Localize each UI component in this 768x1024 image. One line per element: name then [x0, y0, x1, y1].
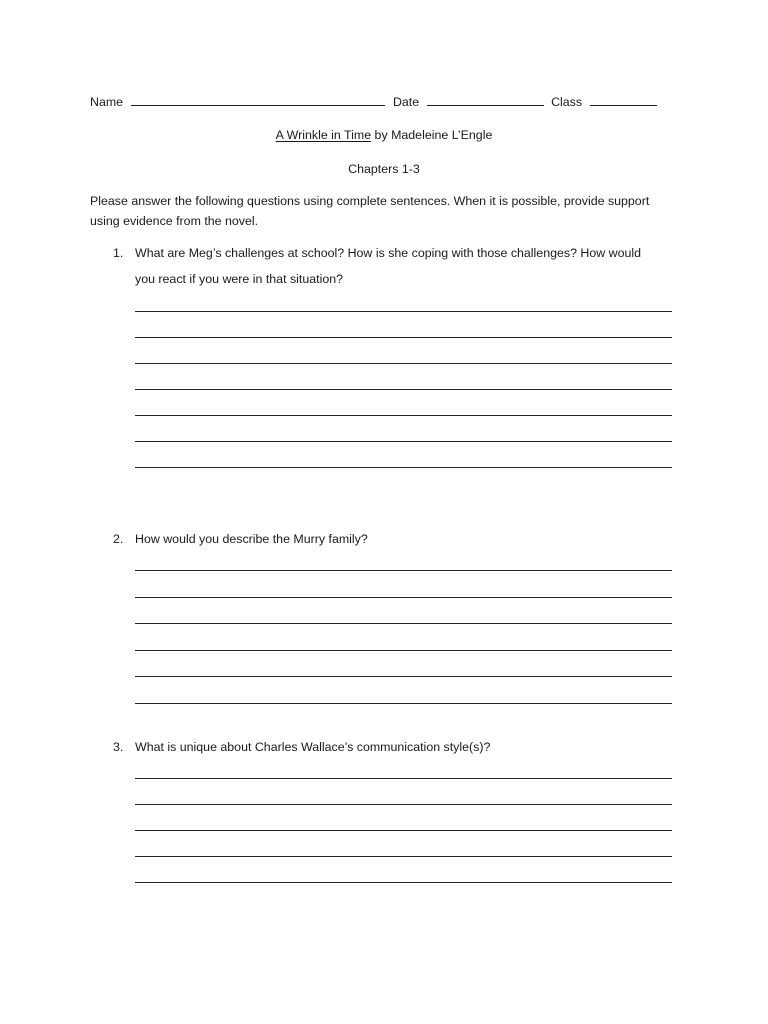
name-label: Name: [90, 95, 124, 109]
date-blank[interactable]: [427, 94, 544, 106]
question-2-text: How would you describe the Murry family?: [135, 532, 368, 546]
book-title: A Wrinkle in Time: [275, 128, 372, 142]
worksheet-title: [0, 127, 768, 143]
name-blank[interactable]: [131, 94, 385, 106]
answer-line[interactable]: [135, 650, 672, 651]
answer-line[interactable]: [135, 415, 672, 416]
question-1-number: 1.: [113, 246, 124, 260]
answer-line[interactable]: [135, 830, 672, 831]
answer-line[interactable]: [135, 703, 672, 704]
answer-line[interactable]: [135, 623, 672, 624]
answer-line[interactable]: [135, 467, 672, 468]
answer-line[interactable]: [135, 882, 672, 883]
class-label: Class: [551, 95, 583, 109]
answer-line[interactable]: [135, 570, 672, 571]
answer-line[interactable]: [135, 389, 672, 390]
answer-line[interactable]: [135, 856, 672, 857]
question-1-text-line-1: What are Meg’s challenges at school? How is she coping with those challenges? How would: [135, 246, 642, 260]
question-1-text-line-2: you react if you were in that situation?: [135, 272, 344, 286]
question-3-text: What is unique about Charles Wallace’s communication style(s)?: [135, 740, 491, 754]
answer-line[interactable]: [135, 441, 672, 442]
question-2-number: 2.: [113, 532, 124, 546]
class-blank[interactable]: [590, 94, 657, 106]
header-row: [90, 94, 657, 110]
answer-line[interactable]: [135, 804, 672, 805]
answer-line[interactable]: [135, 778, 672, 779]
answer-line[interactable]: [135, 676, 672, 677]
answer-line[interactable]: [135, 311, 672, 312]
chapters-subtitle: Chapters 1-3: [348, 162, 420, 176]
question-3-number: 3.: [113, 740, 124, 754]
answer-line[interactable]: [135, 337, 672, 338]
instructions-text: Please answer the following questions using complete sentences. When it is possible, provide support using evidence from the novel.: [90, 194, 650, 228]
answer-line[interactable]: [135, 597, 672, 598]
answer-line[interactable]: [135, 363, 672, 364]
author-text: by Madeleine L’Engle: [371, 128, 493, 142]
date-label: Date: [392, 95, 420, 109]
